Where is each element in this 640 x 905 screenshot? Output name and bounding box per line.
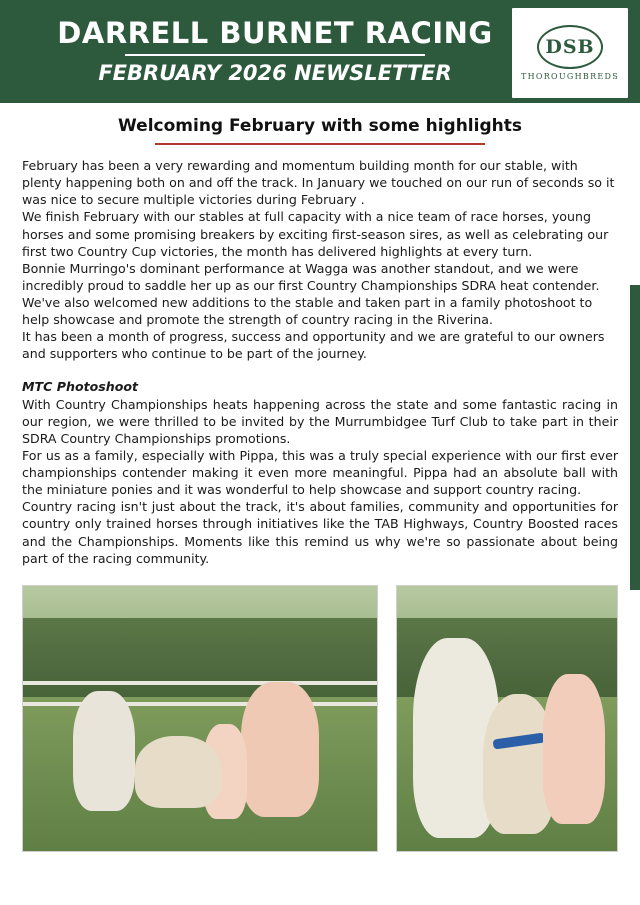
mtc-paragraph-3: Country racing isn't just about the track, it's about families, community and opportunities for country only trained horses through initiatives like the TAB Highways, Country Boosted races and the Championships. Moments like this remind us why we're so passionate about being part of the racing community. — [22, 499, 618, 566]
section-heading-rule — [155, 143, 485, 145]
logo-subtext: THOROUGHBREDS — [520, 72, 620, 81]
intro-paragraph-1: February has been a very rewarding and momentum building month for our stable, with plenty happening both on and off the track. In January we touched on our run of seconds so it was nice to secure multiple victories during February . — [22, 158, 615, 208]
newsletter-issue-subtitle: FEBRUARY 2026 NEWSLETTER — [98, 61, 452, 86]
page-bottom-spacer — [0, 852, 640, 876]
photo-man-and-child-with-miniature-pony — [396, 585, 618, 852]
header-divider — [125, 54, 425, 56]
mtc-photoshoot-subheading: MTC Photoshoot — [22, 378, 139, 394]
logo-monogram: DSB — [545, 36, 595, 58]
photo-person-woman — [241, 682, 319, 817]
photo-miniature-pony — [135, 736, 221, 808]
intro-paragraph-5: It has been a month of progress, success and opportunity and we are grateful to our owners and supporters who continue to be part of the journey. — [22, 329, 605, 362]
section-heading: Welcoming February with some highlights — [118, 116, 522, 136]
intro-paragraph-3: Bonnie Murringo's dominant performance at Wagga was another standout, and we were incredibly proud to saddle her up as our first Country Championships SDRA heat contender. — [22, 260, 600, 293]
photo-fence-rail-top — [23, 681, 377, 685]
section-heading-block — [0, 116, 640, 145]
page-title: DARRELL BURNET RACING — [57, 15, 493, 50]
dsb-thoroughbreds-logo — [510, 6, 630, 100]
photo-fence-rail-bottom — [23, 702, 377, 706]
intro-paragraph-4: We've also welcomed new additions to the stable and taken part in a family photoshoot to help showcase and promote the strength of country racing in the Riverina. — [22, 295, 593, 328]
photo-family-photoshoot-with-miniature-pony — [22, 585, 378, 852]
mtc-paragraph-2: For us as a family, especially with Pippa, this was a truly special experience with our first ever championships contender making it even more meaningful. Pippa had an absolute ball with the miniature ponies and it was wonderful to help showcase and support country racing. — [22, 447, 618, 498]
logo-ring-icon — [537, 25, 603, 69]
photo-person-child — [543, 674, 605, 824]
newsletter-header — [0, 0, 640, 103]
newsletter-body — [0, 157, 640, 567]
mtc-paragraph-1: With Country Championships heats happening across the state and some fantastic racing in our region, we were thrilled to be invited by the Murrumbidgee Turf Club to take part in their SDRA Country Championships promotions. — [22, 396, 618, 446]
photo-gallery — [0, 585, 640, 852]
right-edge-accent-bar — [630, 285, 640, 590]
photo-person-man — [73, 691, 135, 811]
intro-paragraph-2: We finish February with our stables at full capacity with a nice team of race horses, young horses and some promising breakers by exciting first-season sires, as well as celebrating our first two Country Cup victories, the month has delivered highlights at every turn. — [22, 209, 609, 259]
